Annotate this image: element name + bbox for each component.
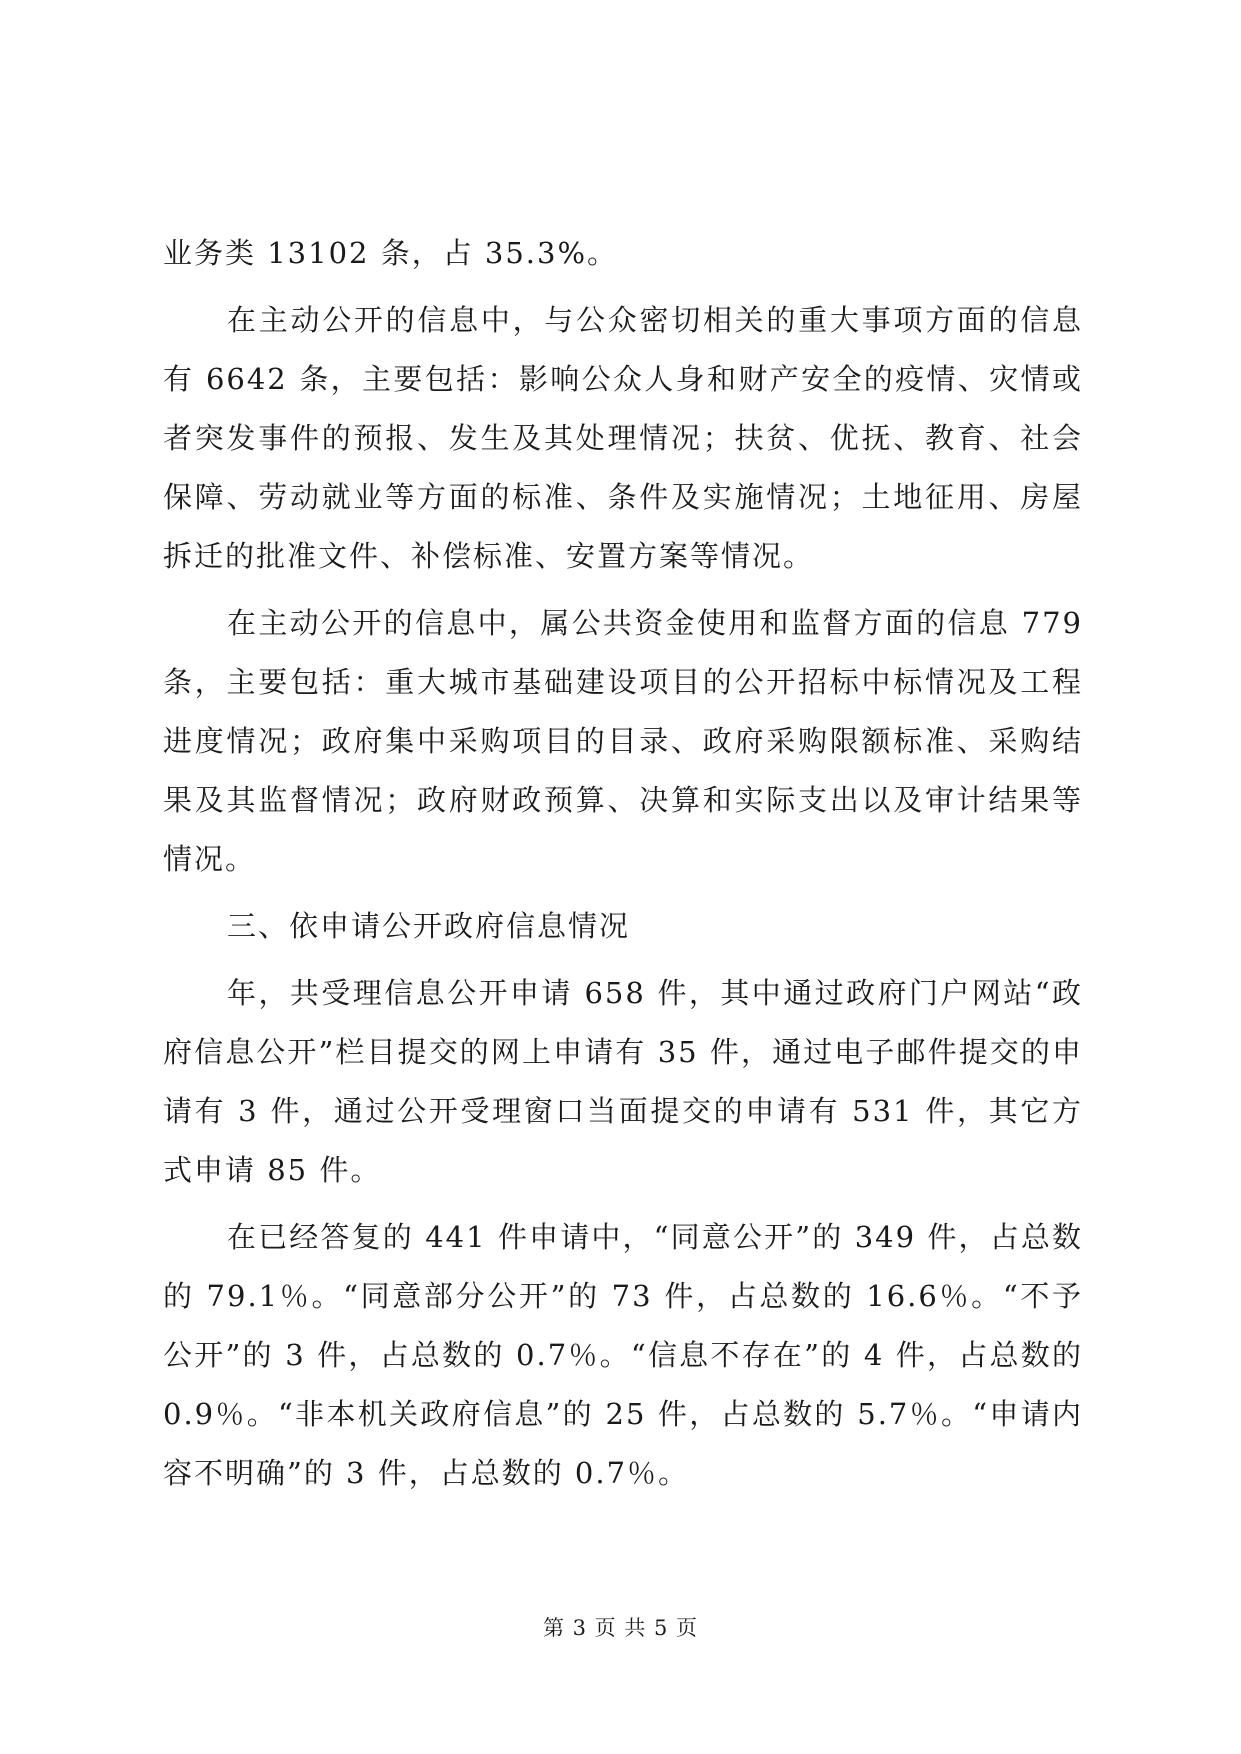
paragraph-public-funds: 在主动公开的信息中，属公共资金使用和监督方面的信息 779 条，主要包括：重大城市基础建设项目的公开招标中标情况及工程进度情况；政府集中采购项目的目录、政府采购限额标准、采购结果及其监督情况；政府财政预算、决算和实际支出以及审计结果等情况。	[163, 606, 1083, 876]
paragraph-continuation: 业务类 13102 条，占 35.3%。	[163, 236, 619, 270]
page-number-footer: 第 3 页 共 5 页	[542, 1616, 699, 1640]
paragraph-applications: 年，共受理信息公开申请 658 件，其中通过政府门户网站“政府信息公开”栏目提交的网上申请有 35 件，通过电子邮件提交的申请有 3 件，通过公开受理窗口当面提交的申请有 531 件，其它方式申请 85 件。	[163, 976, 1083, 1187]
section-heading: 三、依申请公开政府信息情况	[227, 909, 631, 943]
paragraph-major-matters: 在主动公开的信息中，与公众密切相关的重大事项方面的信息有 6642 条，主要包括：影响公众人身和财产安全的疫情、灾情或者突发事件的预报、发生及其处理情况；扶贫、优抚、教育、社会保障、劳动就业等方面的标准、条件及实施情况；土地征用、房屋拆迁的批准文件、补偿标准、安置方案等情况。	[163, 303, 1083, 573]
paragraph-replies: 在已经答复的 441 件申请中，“同意公开”的 349 件，占总数的 79.1％。“同意部分公开”的 73 件，占总数的 16.6％。“不予公开”的 3 件，占总数的 0.7％。“信息不存在”的 4 件，占总数的 0.9％。“非本机关政府信息”的 25 件，占总数的 5.7％。“申请内容不明确”的 3 件，占总数的 0.7％。	[163, 1220, 1083, 1490]
document-body	[163, 224, 1083, 1511]
